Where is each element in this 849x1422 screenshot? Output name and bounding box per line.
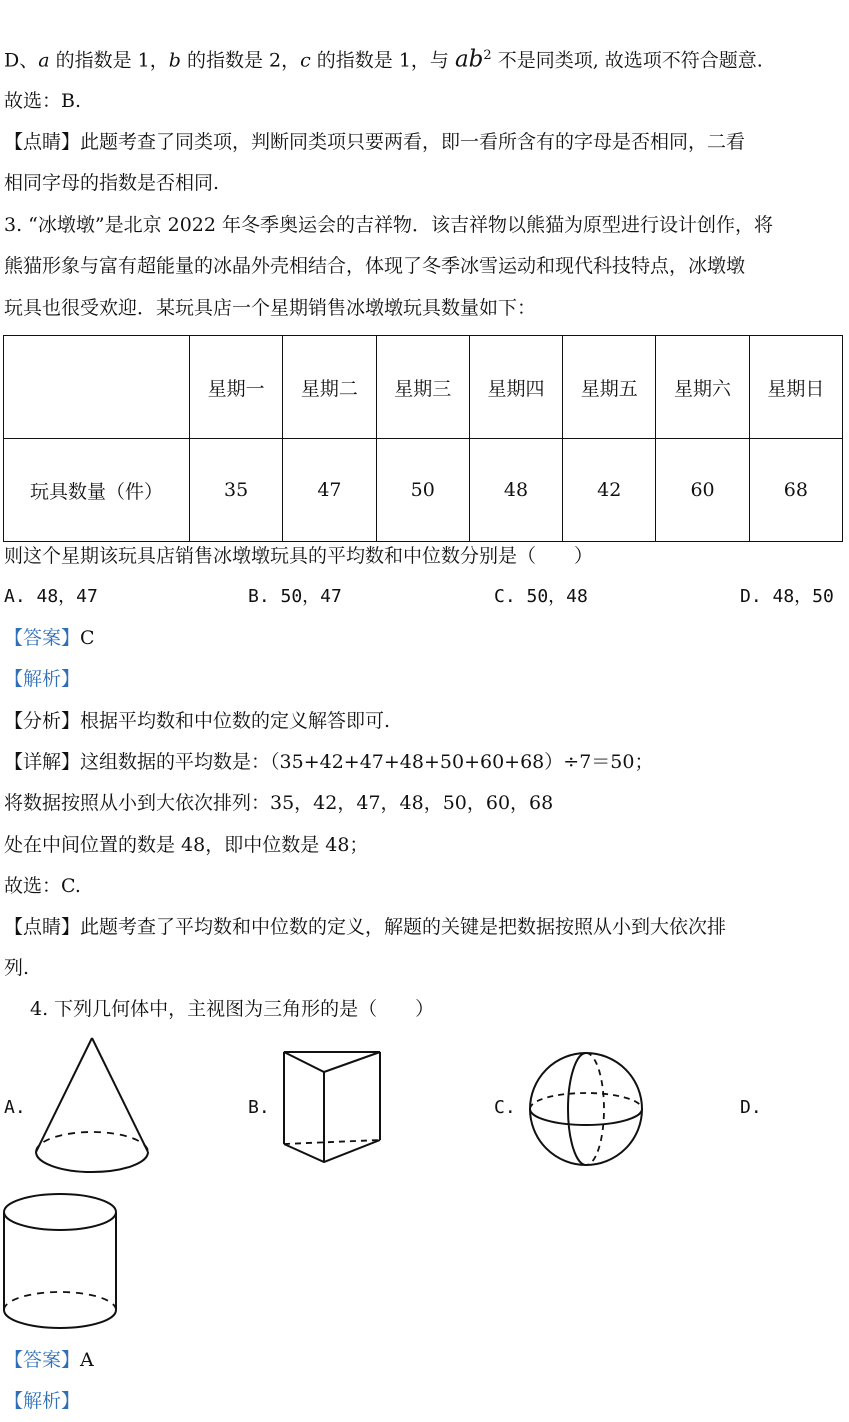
q3-stem-line2: 熊猫形象与富有超能量的冰晶外壳相结合，体现了冬季冰雪运动和现代科技特点，冰墩墩 <box>4 255 746 277</box>
q3-comment-line2: 列. <box>4 957 30 979</box>
table-row-label: 玩具数量（件） <box>4 439 190 542</box>
table-row <box>4 439 843 542</box>
table-header-cell: 星期一 <box>190 336 283 439</box>
prev-comment-line2: 相同字母的指数是否相同. <box>4 172 220 194</box>
q4-label-a: A. <box>4 1097 26 1118</box>
q3-detail-line3: 处在中间位置的数是 48，即中位数是 48； <box>4 834 369 856</box>
q3-stem-line3: 玩具也很受欢迎．某玩具店一个星期销售冰墩墩玩具数量如下： <box>4 297 537 319</box>
q3-option-c: C. 50，48 <box>494 586 588 607</box>
q3-option-b: B. 50，47 <box>248 586 342 607</box>
triangular-prism-figure <box>276 1046 388 1168</box>
table-header-row <box>4 336 843 439</box>
option-d-explanation: D、a 的指数是 1，b 的指数是 2，c 的指数是 1，与 $ab^2$ 不是同类项, 故选项不符合题意. <box>4 46 763 73</box>
cone-figure <box>30 1032 155 1182</box>
q3-fenxi: 【分析】根据平均数和中位数的定义解答即可. <box>4 710 391 732</box>
table-cell: 48 <box>469 439 562 542</box>
q3-answer: 【答案】C <box>4 627 95 649</box>
table-cell: 35 <box>190 439 283 542</box>
table-cell: 42 <box>563 439 656 542</box>
table-cell: 47 <box>283 439 376 542</box>
table-header-cell: 星期三 <box>376 336 469 439</box>
q3-option-d: D. 48，50 <box>740 586 834 607</box>
q3-detail-line2: 将数据按照从小到大依次排列：35，42，47，48，50，60，68 <box>4 792 554 814</box>
q3-stem-line1: 3. “冰墩墩”是北京 2022 年冬季奥运会的吉祥物．该吉祥物以熊猫为原型进行设计创作，将 <box>4 214 774 236</box>
table-cell: 50 <box>376 439 469 542</box>
sphere-figure <box>524 1048 648 1170</box>
cylinder-figure <box>0 1188 124 1336</box>
table-header-cell: 星期四 <box>469 336 562 439</box>
q3-detail-line1: 【详解】这组数据的平均数是：（35+42+47+48+50+60+68）÷7＝50； <box>4 751 654 773</box>
table-header-cell: 星期六 <box>656 336 749 439</box>
table-corner-cell <box>4 336 190 439</box>
table-cell: 60 <box>656 439 749 542</box>
q4-answer: 【答案】A <box>4 1349 94 1371</box>
q4-analysis-heading: 【解析】 <box>4 1390 81 1412</box>
table-header-cell: 星期二 <box>283 336 376 439</box>
q4-label-d: D. <box>740 1097 762 1118</box>
q3-analysis-heading: 【解析】 <box>4 668 81 690</box>
table-cell: 68 <box>749 439 842 542</box>
q4-stem: 4. 下列几何体中，主视图为三角形的是（ ） <box>30 998 435 1020</box>
table-header-cell: 星期日 <box>749 336 842 439</box>
q3-comment-line1: 【点睛】此题考查了平均数和中位数的定义，解题的关键是把数据按照从小到大依次排 <box>4 916 727 938</box>
q4-label-c: C. <box>494 1097 516 1118</box>
prev-choice: 故选：B. <box>4 90 82 112</box>
prev-comment-line1: 【点睛】此题考查了同类项，判断同类项只要两看，即一看所含有的字母是否相同，二看 <box>4 131 746 153</box>
q3-choice: 故选：C. <box>4 875 81 897</box>
q3-question: 则这个星期该玩具店销售冰墩墩玩具的平均数和中位数分别是（ ） <box>4 545 594 567</box>
sales-table <box>3 335 843 542</box>
q3-option-a: A. 48，47 <box>4 586 98 607</box>
q4-label-b: B. <box>248 1097 270 1118</box>
table-header-cell: 星期五 <box>563 336 656 439</box>
